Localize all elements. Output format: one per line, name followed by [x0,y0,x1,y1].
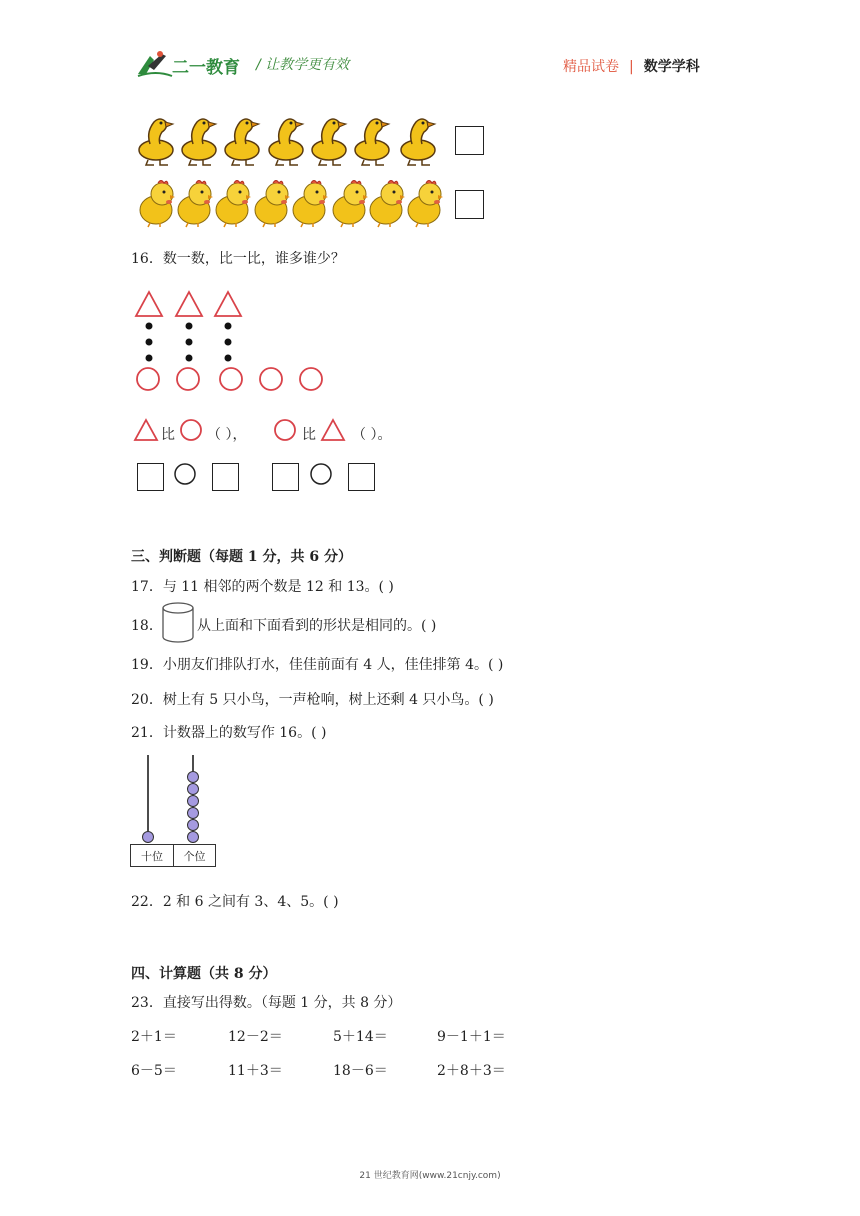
question-18-number: 18． [131,618,163,634]
question-21: 21．计数器上的数写作 16。( ) [131,725,327,741]
header-right [563,56,700,76]
duck-icon [355,119,389,165]
circle-icon [220,368,242,390]
chick-icon [293,181,328,228]
page-footer: 21 世纪教育网(www.21cnjy.com) [359,1171,501,1181]
answer-box[interactable] [137,463,164,491]
question-16: 16．数一数，比一比，谁多谁少？ [131,251,345,267]
chick-count-box[interactable] [455,190,484,219]
compare-circle-slot[interactable] [309,462,333,490]
calc-item: 2＋1＝ [131,1029,177,1045]
triangle-icon [136,292,162,316]
header-separator: | [629,59,634,75]
compare-word-2: 比 [302,427,316,443]
chick-icon [408,181,443,228]
cylinder-icon [160,600,196,650]
duck-icon [225,119,259,165]
question-23: 23．直接写出得数。（每题 1 分，共 8 分） [131,995,402,1011]
logo-text: 二一教育 [172,58,240,78]
bead-icon [188,796,199,807]
question-17: 17．与 11 相邻的两个数是 12 和 13。( ) [131,579,394,595]
answer-box[interactable] [272,463,299,491]
duck-icon [312,119,346,165]
chick-icon [370,181,405,228]
duck-count-box[interactable] [455,126,484,155]
compare-blank-2[interactable]: （ ）。 [352,427,392,443]
chicks-row [136,178,446,232]
question-19: 19．小朋友们排队打水，佳佳前面有 4 人，佳佳排第 4。( ) [131,657,504,673]
duck-icon [401,119,435,165]
circle-icon [137,368,159,390]
chick-icon [178,181,213,228]
calc-item: 9－1＋1＝ [437,1029,506,1045]
paper-badge: 精品试卷 [563,59,619,75]
circle-icon [300,368,322,390]
abacus-base [130,844,216,867]
calc-item: 5＋14＝ [333,1029,388,1045]
calc-item: 6－5＝ [131,1063,177,1079]
compare-triangle-icon [133,418,159,446]
triangle-icon [176,292,202,316]
question-22: 22．2 和 6 之间有 3、4、5。( ) [131,894,339,910]
compare-triangle-icon-2 [320,418,346,446]
duck-icon [139,119,173,165]
calc-item: 12－2＝ [228,1029,283,1045]
section-4-title: 四、计算题（共 8 分） [131,966,277,982]
header-slogan: / 让教学更有效 [256,57,350,73]
bead-icon [143,832,154,843]
answer-box[interactable] [212,463,239,491]
duck-icon [269,119,303,165]
compare-word-1: 比 [161,427,175,443]
question-18-text: 从上面和下面看到的形状是相同的。( ) [197,618,437,634]
bead-icon [188,772,199,783]
abacus-tens-label: 十位 [131,845,174,866]
calc-item: 2＋8＋3＝ [437,1063,506,1079]
shapes-figure [134,290,334,400]
duck-icon [182,119,216,165]
chick-icon [255,181,290,228]
chick-icon [216,181,251,228]
compare-circle-slot[interactable] [173,462,197,490]
bead-icon [188,808,199,819]
compare-circle-icon [179,418,203,446]
calc-item: 11＋3＝ [228,1063,283,1079]
bead-icon [188,832,199,843]
question-20: 20．树上有 5 只小鸟，一声枪响，树上还剩 4 只小鸟。( ) [131,692,494,708]
triangle-icon [215,292,241,316]
answer-box[interactable] [348,463,375,491]
compare-circle-icon-2 [273,418,297,446]
abacus-figure [130,755,220,849]
bead-icon [188,784,199,795]
chick-icon [140,181,175,228]
bead-icon [188,820,199,831]
circle-icon [177,368,199,390]
chick-icon [333,181,368,228]
calc-item: 18－6＝ [333,1063,388,1079]
circle-icon [260,368,282,390]
compare-blank-1[interactable]: （ ）， [207,427,247,443]
abacus-ones-label: 个位 [183,849,206,863]
subject-label: 数学学科 [643,59,700,75]
section-3-title: 三、判断题（每题 1 分，共 6 分） [131,549,352,565]
ducks-row [136,112,446,172]
